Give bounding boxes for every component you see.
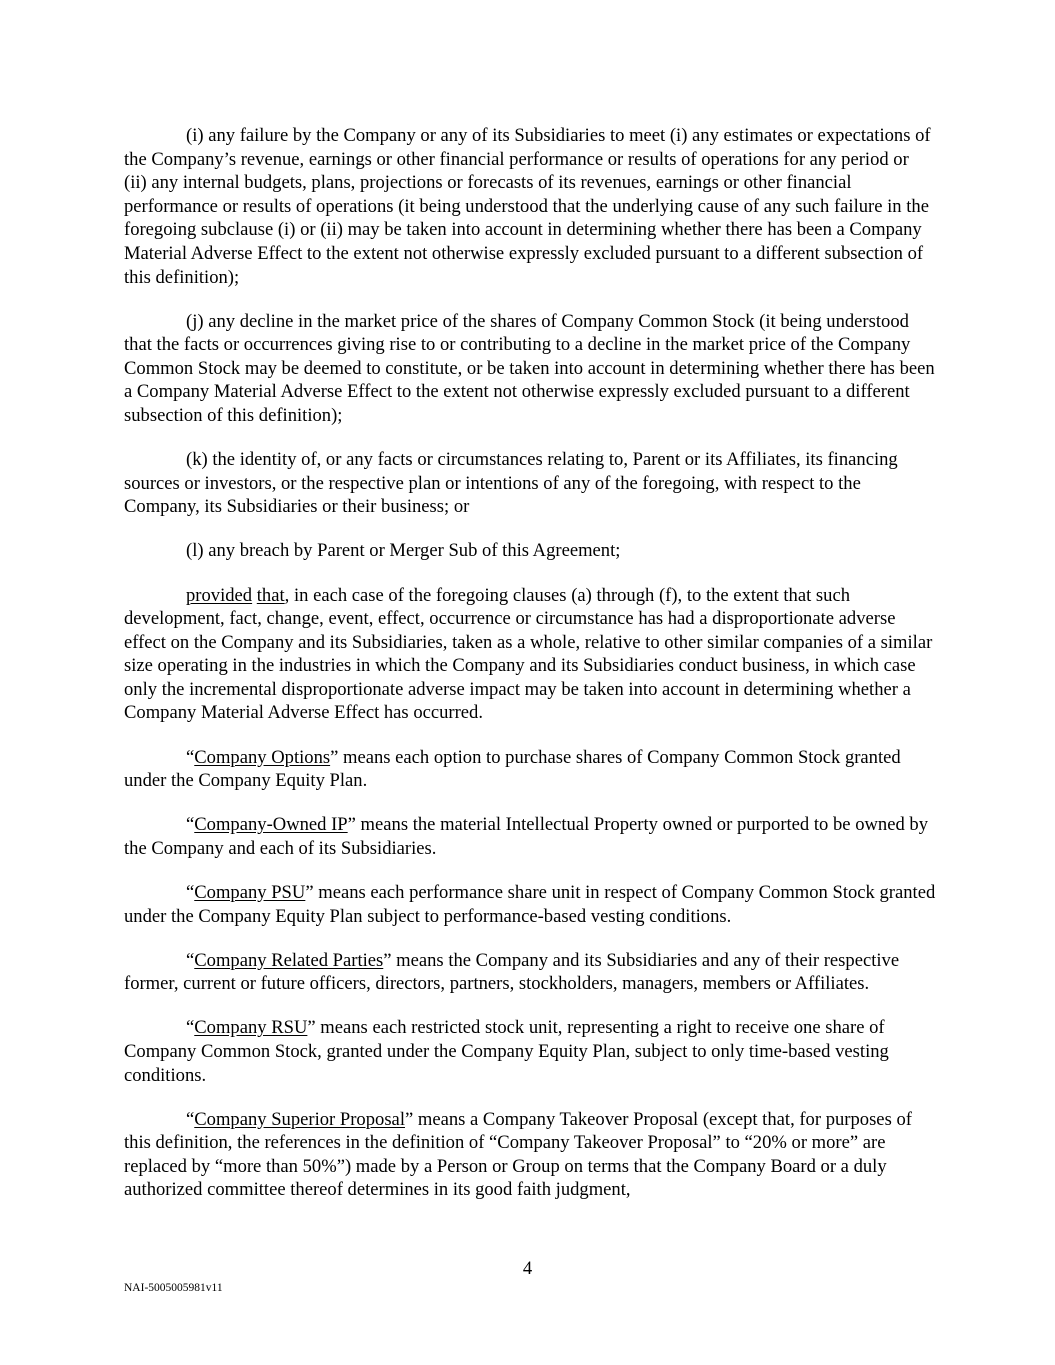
definition-company-psu (124, 881, 936, 928)
defined-term: Company Superior Proposal (194, 1108, 405, 1130)
page-number: 4 (522, 1258, 533, 1279)
definition-company-rsu (124, 1016, 936, 1087)
open-quote: “ (186, 1108, 195, 1130)
clause-j: (j) any decline in the market price of the shares of Company Common Stock (it being understood that the facts or occurrences giving rise to or contributing to a decline in the market price of the Company Common Stock may be deemed to constitute, or be taken into account in determining whether there has been a Company Material Adverse Effect to the extent not otherwise expressly excluded pursuant to a different subsection of this definition); (124, 310, 935, 427)
open-quote: “ (186, 746, 195, 768)
defined-term: Company PSU (194, 881, 306, 903)
defined-term: Company-Owned IP (194, 814, 348, 836)
open-quote: “ (186, 1017, 195, 1039)
proviso-text: , in each case of the foregoing clauses (a) through (f), to the extent that such development, fact, change, event, effect, occurrence or circumstance has had a disproportionate adverse effect on the Company and its Subsidiaries, taken as a whole, relative to other similar companies of a similar size operating in the industries in which the Company and its Subsidiaries conduct business, in which case only the incremental disproportionate adverse impact may be taken into account in determining whether a Company Material Adverse Effect has occurred. (124, 584, 933, 724)
open-quote: “ (186, 949, 195, 971)
definition-company-superior-proposal (124, 1108, 936, 1202)
defined-term: Company Related Parties (194, 949, 384, 971)
open-quote: “ (186, 881, 195, 903)
provided-term: provided (186, 584, 253, 606)
that-term: that (256, 584, 285, 606)
document-body (124, 124, 936, 1222)
definition-text: ” means each performance share unit in respect of Company Common Stock granted under the Company Equity Plan subject to performance-based vesting conditions. (124, 881, 936, 927)
defined-term: Company RSU (194, 1017, 308, 1039)
open-quote: “ (186, 814, 195, 836)
defined-term: Company Options (194, 746, 331, 768)
clause-l: (l) any breach by Parent or Merger Sub of this Agreement; (186, 540, 621, 562)
definition-text: ” means a Company Takeover Proposal (except that, for purposes of this definition, the references in the definition of “Company Takeover Proposal” to “20% or more” are replaced by “more than 50%”) made by a Person or Group on terms that the Company Board or a duly authorized committee thereof determines in its good faith judgment, (124, 1108, 912, 1201)
definition-text: ” means each option to purchase shares of Company Common Stock granted under the Company Equity Plan. (124, 746, 901, 792)
proviso-paragraph (124, 584, 936, 726)
clause-k: (k) the identity of, or any facts or circumstances relating to, Parent or its Affiliates, its financing sources or investors, or the respective plan or intentions of any of the foregoing, with respect to the Company, its Subsidiaries or their business; or (124, 449, 898, 518)
definition-company-options (124, 746, 936, 793)
document-id: NAI-5005005981v11 (124, 1282, 223, 1294)
definition-company-owned-ip (124, 813, 936, 860)
definition-text: ” means the material Intellectual Property owned or purported to be owned by the Company and each of its Subsidiaries. (124, 814, 929, 859)
definition-text: ” means each restricted stock unit, representing a right to receive one share of Company Common Stock, granted under the Company Equity Plan, subject to only time-based vesting conditions. (124, 1017, 889, 1086)
definition-text: ” means the Company and its Subsidiaries and any of their respective former, current or future officers, directors, partners, stockholders, managers, members or Affiliates. (124, 949, 900, 995)
clause-i: (i) any failure by the Company or any of its Subsidiaries to meet (i) any estimates or expectations of the Company’s revenue, earnings or other financial performance or results of operations for any period or (ii) any internal budgets, plans, projections or forecasts of its revenues, earnings or other financial performance or results of operations (it being understood that the underlying cause of any such failure in the foregoing subclause (i) or (ii) may be taken into account in determining whether there has been a Company Material Adverse Effect to the extent not otherwise expressly excluded pursuant to a different subsection of this definition); (124, 125, 931, 288)
definition-company-related-parties (124, 949, 936, 996)
